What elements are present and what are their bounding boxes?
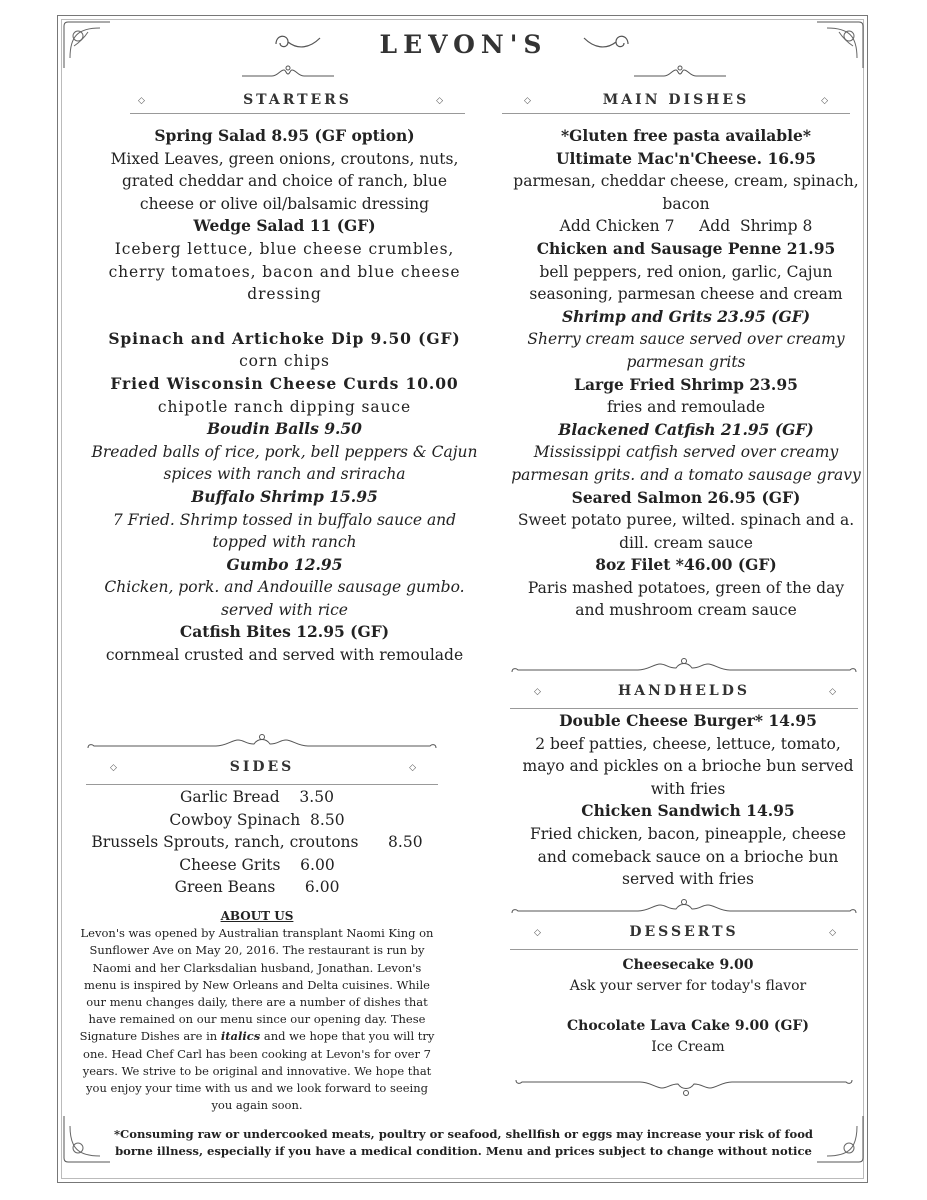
menu-item-name: Boudin Balls 9.50 bbox=[207, 419, 362, 439]
gluten-free-note: *Gluten free pasta available* bbox=[561, 126, 811, 145]
desserts-header bbox=[510, 922, 858, 946]
header-rule bbox=[510, 708, 858, 709]
menu-item-desc: fries and remoulade bbox=[606, 398, 766, 417]
menu-item-desc: corn chips bbox=[239, 352, 330, 371]
menu-item-desc: dressing bbox=[247, 285, 322, 304]
menu-item-desc: parmesan, cheddar cheese, cream, spinach, bbox=[513, 172, 859, 191]
menu-item-desc: bacon bbox=[662, 194, 710, 213]
menu-item-name: Ultimate Mac'n'Cheese. 16.95 bbox=[556, 148, 816, 168]
menu-item-desc: grated cheddar and choice of ranch, blue bbox=[121, 172, 448, 191]
about-text: and we hope that you will try one. Head Chef Carl has been cooking at Levon's for over 7 years. We strive to be original and innovative. We hope that you enjoy your time with us and we look forward to seeing you again soon. bbox=[82, 1029, 435, 1113]
menu-item-desc: Sherry cream sauce served over creamy bbox=[527, 330, 845, 349]
menu-item-desc: served with rice bbox=[221, 600, 348, 619]
menu-item-name: Catfish Bites 12.95 (GF) bbox=[179, 622, 390, 642]
menu-item-desc: 7 Fried. Shrimp tossed in buffalo sauce and bbox=[112, 510, 457, 529]
handhelds-list bbox=[505, 710, 871, 891]
menu-item-name: Seared Salmon 26.95 (GF) bbox=[571, 487, 801, 507]
diamond-icon: ◇ bbox=[829, 687, 836, 697]
menu-item-name: Gumbo 12.95 bbox=[226, 554, 343, 574]
diamond-icon: ◇ bbox=[829, 928, 836, 938]
menu-item-name: Double Cheese Burger* 14.95 bbox=[559, 711, 817, 730]
menu-item-desc: parmesan grits. and a tomato sausage gravy bbox=[511, 465, 861, 484]
starters-header bbox=[130, 90, 465, 114]
sides-heading: SIDES bbox=[229, 759, 295, 775]
menu-item-name: Chocolate Lava Cake 9.00 (GF) bbox=[567, 1018, 809, 1034]
diamond-icon: ◇ bbox=[524, 96, 531, 106]
menu-item-desc: Fried chicken, bacon, pineapple, cheese bbox=[529, 824, 847, 843]
diamond-icon: ◇ bbox=[110, 763, 117, 773]
title-swirl-right-icon bbox=[580, 30, 632, 54]
handhelds-header bbox=[510, 681, 858, 705]
menu-item-desc: topped with ranch bbox=[212, 533, 357, 552]
menu-item-desc: cheese or olive oil/balsamic dressing bbox=[139, 194, 430, 213]
menu-item-name: Spring Salad 8.95 (GF option) bbox=[154, 126, 415, 145]
divider-ornament-icon bbox=[242, 64, 334, 80]
sides-header bbox=[86, 757, 438, 781]
menu-item-desc: Ask your server for today's flavor bbox=[569, 977, 807, 994]
about-body bbox=[78, 925, 436, 1114]
starters-heading: STARTERS bbox=[243, 92, 352, 108]
header-rule bbox=[130, 113, 465, 114]
side-item: Cheese Grits 6.00 bbox=[179, 855, 335, 874]
menu-item-desc: and mushroom cream sauce bbox=[575, 601, 797, 620]
corner-flourish-bottom-left bbox=[60, 1112, 114, 1166]
menu-item-name: Chicken and Sausage Penne 21.95 bbox=[536, 238, 836, 258]
diamond-icon: ◇ bbox=[138, 96, 145, 106]
header-rule bbox=[502, 113, 850, 114]
about-heading: ABOUT US bbox=[220, 909, 294, 923]
desserts-list bbox=[505, 955, 871, 1057]
menu-item-name: Shrimp and Grits 23.95 (GF) bbox=[561, 306, 811, 326]
menu-item-name: Blackened Catfish 21.95 (GF) bbox=[558, 419, 814, 439]
menu-item-name: Spinach and Artichoke Dip 9.50 (GF) bbox=[108, 328, 461, 348]
menu-item-desc: Ice Cream bbox=[651, 1038, 725, 1055]
main-dishes-list bbox=[500, 125, 872, 622]
menu-item-desc: served with fries bbox=[622, 870, 754, 889]
corner-flourish-bottom-right bbox=[813, 1112, 867, 1166]
handhelds-heading: HANDHELDS bbox=[617, 683, 751, 699]
side-item: Cowboy Spinach 8.50 bbox=[169, 810, 345, 829]
divider-ornament-icon bbox=[634, 64, 726, 80]
restaurant-title: LEVON'S bbox=[379, 30, 548, 59]
about-text: Levon's was opened by Australian transplant Naomi King on Sunflower Ave on May 20, 2016. The restaurant is run by Naomi and her Clarksdalian husband, Jonathan. Levon's menu is inspired by New Orleans and Delta cuisines. While our menu changes daily, there are a number of dishes that have remained on our menu since our opening day. These Signature Dishes are in bbox=[79, 926, 434, 1044]
starters-list bbox=[72, 125, 497, 667]
menu-item-desc: Chicken, pork. and Andouille sausage gumbo. bbox=[104, 578, 465, 597]
sides-list bbox=[72, 786, 442, 899]
menu-item-desc: chipotle ranch dipping sauce bbox=[157, 397, 412, 416]
header-rule bbox=[86, 784, 438, 785]
side-item: Green Beans 6.00 bbox=[174, 878, 340, 897]
diamond-icon: ◇ bbox=[534, 687, 541, 697]
menu-item-desc: Breaded balls of rice, pork, bell peppers & Cajun bbox=[91, 442, 478, 461]
menu-item-desc: dill. cream sauce bbox=[619, 533, 753, 552]
divider-ornament-icon bbox=[86, 732, 438, 750]
menu-item-desc: Iceberg lettuce, blue cheese crumbles, bbox=[114, 239, 455, 258]
menu-item-name: Fried Wisconsin Cheese Curds 10.00 bbox=[110, 373, 459, 393]
diamond-icon: ◇ bbox=[821, 96, 828, 106]
divider-ornament-icon bbox=[510, 656, 858, 674]
divider-ornament-icon bbox=[514, 1078, 854, 1098]
menu-item-name: Chicken Sandwich 14.95 bbox=[581, 801, 795, 821]
divider-ornament-icon bbox=[510, 897, 858, 915]
menu-item-name: 8oz Filet *46.00 (GF) bbox=[595, 555, 777, 575]
diamond-icon: ◇ bbox=[409, 763, 416, 773]
main-dishes-heading: MAIN DISHES bbox=[602, 92, 750, 108]
menu-item-desc: spices with ranch and sriracha bbox=[163, 465, 406, 484]
footer-disclaimer bbox=[110, 1126, 817, 1160]
header-rule bbox=[510, 949, 858, 950]
menu-item-name: Cheesecake 9.00 bbox=[622, 957, 754, 973]
spacer bbox=[505, 996, 871, 1016]
menu-item-desc: Sweet potato puree, wilted. spinach and a. bbox=[517, 511, 855, 530]
about-us bbox=[78, 908, 436, 1114]
menu-item-desc: parmesan grits bbox=[626, 352, 746, 371]
footer-line: borne illness, especially if you have a medical condition. Menu and prices subject to change without notice bbox=[115, 1144, 812, 1158]
desserts-heading: DESSERTS bbox=[629, 924, 739, 940]
footer-line: *Consuming raw or undercooked meats, poultry or seafood, shellfish or eggs may increase your risk of food bbox=[113, 1127, 814, 1141]
menu-item-desc: 2 beef patties, cheese, lettuce, tomato, bbox=[535, 734, 841, 753]
diamond-icon: ◇ bbox=[436, 96, 443, 106]
menu-item-name: Buffalo Shrimp 15.95 bbox=[191, 486, 378, 506]
spacer bbox=[72, 306, 497, 328]
menu-item-desc: bell peppers, red onion, garlic, Cajun bbox=[539, 262, 833, 281]
menu-item-desc: mayo and pickles on a brioche bun served bbox=[522, 757, 854, 776]
menu-item-desc: cherry tomatoes, bacon and blue cheese bbox=[108, 262, 461, 281]
about-text-italic: italics bbox=[220, 1029, 261, 1044]
side-item: Garlic Bread 3.50 bbox=[180, 788, 334, 806]
menu-item-desc: with fries bbox=[650, 779, 726, 798]
menu-item-desc: Paris mashed potatoes, green of the day bbox=[527, 578, 845, 597]
menu-item-desc: Mississippi catfish served over creamy bbox=[533, 443, 839, 462]
menu-item-desc: Mixed Leaves, green onions, croutons, nuts, bbox=[110, 149, 459, 168]
menu-item-desc: seasoning, parmesan cheese and cream bbox=[529, 285, 843, 304]
menu-item-addons: Add Chicken 7 Add Shrimp 8 bbox=[559, 217, 813, 236]
side-item: Brussels Sprouts, ranch, croutons 8.50 bbox=[91, 833, 423, 852]
diamond-icon: ◇ bbox=[534, 928, 541, 938]
menu-item-desc: cornmeal crusted and served with remoulade bbox=[105, 646, 464, 665]
menu-item-name: Wedge Salad 11 (GF) bbox=[193, 216, 376, 236]
menu-item-name: Large Fried Shrimp 23.95 bbox=[574, 374, 798, 394]
main-dishes-header bbox=[502, 90, 850, 114]
menu-item-desc: and comeback sauce on a brioche bun bbox=[537, 847, 839, 866]
